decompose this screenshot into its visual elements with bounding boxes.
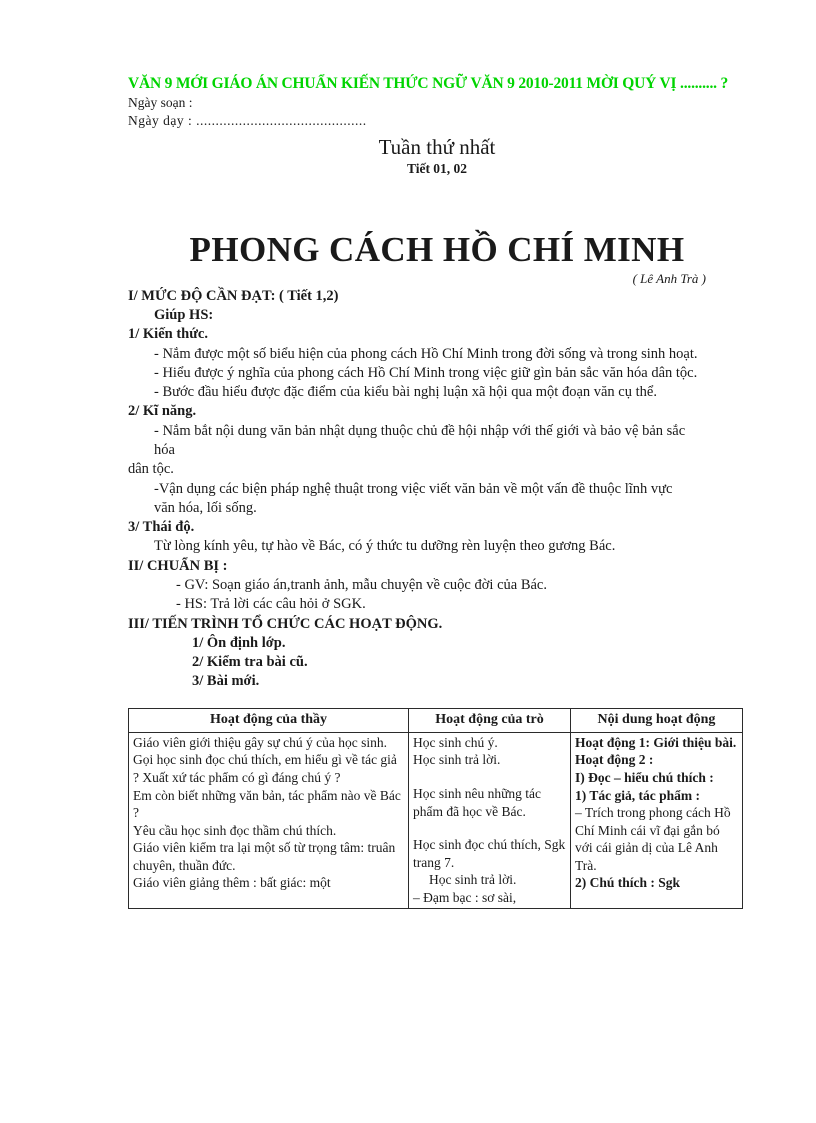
content-line-3: 1) Tác giả, tác phẩm : (575, 787, 700, 803)
section-1-part-1-heading: 1/ Kiến thức. (128, 326, 208, 343)
teacher-line-5: Giáo viên giảng thêm : bất giác: một (133, 875, 331, 891)
table-cell-teacher-activity (129, 732, 409, 908)
section-1-part-1-item-1: - Hiểu được ý nghĩa của phong cách Hồ Chí Minh trong việc giữ gìn bản sắc văn hóa dân tộc. (154, 364, 698, 381)
student-line-4: Học sinh trả lời. (429, 872, 517, 888)
section-1-part-3-text: Từ lòng kính yêu, tự hào về Bác, có ý thức tu dưỡng rèn luyện theo gương Bác. (154, 538, 616, 555)
teacher-line-4: Giáo viên kiểm tra lại một số từ trọng tâm: truân chuyên, thuần đức. (133, 840, 396, 873)
student-line-0: Học sinh chú ý. (413, 734, 498, 750)
section-1-part-3-heading: 3/ Thái độ. (128, 519, 195, 536)
section-1-part-2-line-1: - Nắm bắt nội dung văn bản nhật dụng thuộc chủ đề hội nhập với thế giới và bảo vệ bản sắc (154, 422, 686, 439)
section-1-part-1-item-2: - Bước đầu hiểu được đặc điểm của kiểu bài nghị luận xã hội qua một đoạn văn cụ thể. (154, 384, 657, 401)
section-1-part-2-line-4: -Vận dụng các biện pháp nghệ thuật trong việc viết văn bản về một vấn đề thuộc lĩnh vực (154, 480, 673, 497)
section-2-heading: II/ CHUẨN BỊ : (128, 557, 228, 574)
table-cell-activity-content (571, 732, 743, 908)
section-3-item-0: 1/ Ôn định lớp. (192, 634, 286, 651)
section-1-part-2-heading: 2/ Kĩ năng. (128, 403, 197, 420)
content-line-2: I) Đọc – hiểu chú thích : (575, 769, 714, 785)
teacher-line-3: Yêu cầu học sinh đọc thầm chú thích. (133, 822, 337, 838)
content-line-4: – Trích trong phong cách Hồ Chí Minh cái vĩ đại gắn bó với cái giản dị của Lê Anh Trà. (575, 805, 731, 873)
table-header-activity-content: Nội dung hoạt động (571, 708, 743, 732)
student-spacer (413, 769, 566, 785)
section-1-part-1-item-0: - Nắm được một số biểu hiện của phong cách Hồ Chí Minh trong đời sống và trong sinh hoạt. (154, 345, 698, 362)
student-spacer-2 (413, 820, 566, 836)
lesson-activities-table (128, 708, 743, 910)
green-banner-heading: VĂN 9 MỚI GIÁO ÁN CHUẨN KIẾN THỨC NGỮ VĂN 9 2010-2011 MỜI QUÝ VỊ .......... ? (128, 75, 729, 92)
table-header-teacher-activity: Hoạt động của thầy (129, 708, 409, 732)
week-heading: Tuần thứ nhất (378, 135, 496, 160)
date-taught-line: Ngày dạy : ............................................ (128, 112, 367, 128)
section-1-part-2-line-5: văn hóa, lối sống. (154, 499, 257, 516)
teacher-line-2: Em còn biết những văn bản, tác phẩm nào về Bác ? (133, 787, 401, 821)
content-line-5: 2) Chú thích : Sgk (575, 875, 681, 891)
table-cell-student-activity (409, 732, 571, 908)
teacher-line-0: Giáo viên giới thiệu gây sự chú ý của học sinh. (133, 734, 388, 750)
section-2-item-1: - HS: Trả lời các câu hỏi ở SGK. (176, 596, 366, 613)
page-title: PHONG CÁCH HỒ CHÍ MINH (189, 229, 685, 269)
content-line-1: Hoạt động 2 : (575, 752, 654, 768)
teacher-line-1: Gọi học sinh đọc chú thích, em hiểu gì về tác giả ? Xuất xứ tác phẩm có gì đáng chú ý ? (133, 752, 397, 785)
table-header-student-activity: Hoạt động của trò (409, 708, 571, 732)
section-3-item-2: 3/ Bài mới. (192, 673, 260, 690)
section-3-heading: III/ TIẾN TRÌNH TỔ CHỨC CÁC HOẠT ĐỘNG. (128, 615, 443, 632)
section-2-item-0: - GV: Soạn giáo án,tranh ảnh, mẫu chuyện về cuộc đời của Bác. (176, 577, 547, 593)
section-1-part-2-line-3: dân tộc. (128, 461, 174, 478)
date-prepared-line: Ngày soạn : (128, 94, 193, 110)
content-line-0: Hoạt động 1: Giới thiệu bài. (575, 734, 737, 750)
section-1-part-2-line-2: hóa (154, 442, 175, 459)
student-line-3: Học sinh đọc chú thích, Sgk trang 7. (413, 837, 566, 870)
student-line-1: Học sinh trả lời. (413, 752, 501, 768)
period-heading: Tiết 01, 02 (406, 160, 468, 176)
table-header-row (129, 708, 743, 732)
section-3-item-1: 2/ Kiểm tra bài cũ. (192, 654, 308, 671)
student-line-5: – Đạm bạc : sơ sài, (413, 889, 517, 905)
author-attribution: ( Lê Anh Trà ) (632, 271, 706, 287)
section-1-subheading: Giúp HS: (154, 307, 214, 324)
section-1-heading: I/ MỨC ĐỘ CẦN ĐẠT: ( Tiết 1,2) (128, 287, 339, 304)
student-line-2: Học sinh nêu những tác phẩm đã học về Bác. (413, 785, 542, 819)
table-row (129, 732, 743, 908)
document-content (128, 76, 746, 909)
